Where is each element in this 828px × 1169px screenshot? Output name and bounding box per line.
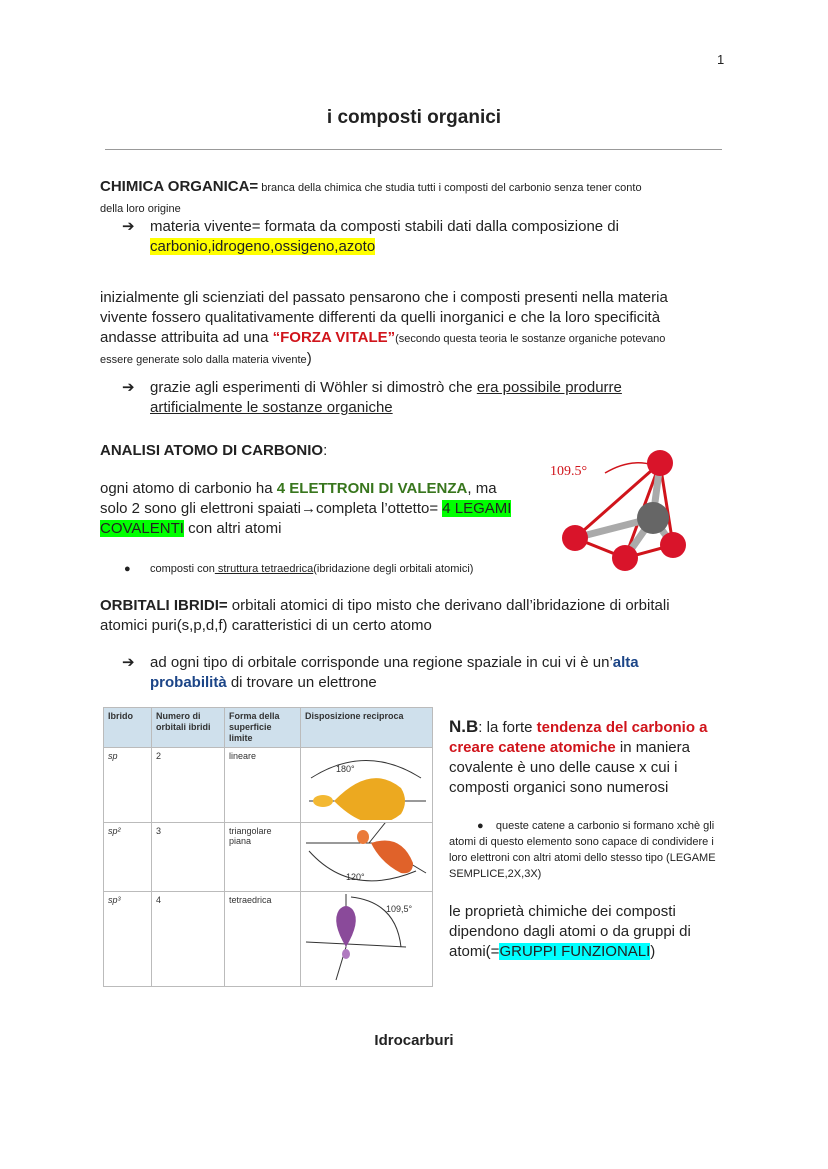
sp-orbital-diagram (301, 748, 431, 820)
text: , ma (467, 480, 497, 497)
term: ORBITALI IBRIDI= (100, 597, 228, 614)
page-number: 1 (717, 52, 725, 67)
bullet-tetraedrica (124, 559, 568, 579)
header-cell: Disposizione reciproca (301, 708, 433, 748)
text: ) (650, 943, 656, 960)
line: vivente fossero qualitativamente differenti da quelli inorganici e che la loro specificità (100, 309, 661, 326)
arrow-icon: ➔ (122, 218, 135, 235)
underlined: artificialmente le sostanze organiche (150, 399, 393, 416)
sp2-orbital-diagram (301, 823, 431, 889)
forza-vitale: “FORZA VITALE” (272, 329, 396, 346)
title-divider (105, 149, 722, 150)
cell: 2 (152, 748, 225, 823)
arrow-item-probabilita (122, 653, 690, 693)
sp3-orbital-diagram (301, 892, 431, 984)
header-cell: Ibrido (104, 708, 152, 748)
paren: ) (306, 350, 312, 367)
text: (ibridazione degli orbitali atomici) (313, 563, 474, 575)
angle-label: 120° (346, 872, 365, 882)
term: CHIMICA ORGANICA= (100, 178, 259, 195)
nb-bullet (449, 818, 729, 882)
arrow-icon: ➔ (122, 654, 135, 671)
text: di trovare un elettrone (226, 674, 377, 691)
note: (secondo questa teoria le sostanze organiche potevano (395, 333, 666, 345)
colon: : (323, 442, 328, 459)
cell: lineare (225, 748, 301, 823)
heading: ANALISI ATOMO DI CARBONIO (100, 442, 324, 459)
cell: sp² (104, 823, 152, 892)
bullet-icon: ● (477, 820, 484, 832)
highlight: carbonio,idrogeno,ossigeno,azoto (150, 238, 376, 255)
text: grazie agli esperimenti di Wöhler si dimostrò che (150, 379, 477, 396)
valenza: 4 ELETTRONI DI VALENZA (276, 480, 468, 497)
cell: tetraedrica (225, 892, 301, 987)
hybrid-orbitals-table (103, 707, 433, 987)
note: essere generate solo dalla materia vivente (100, 354, 307, 366)
text: solo 2 sono gli elettroni spaiati→completa l’ottetto= (100, 500, 443, 517)
angle-label: 180° (336, 764, 355, 774)
page-title: i composti organici (326, 107, 502, 128)
arrow-item-wohler (122, 378, 670, 418)
text: con altri atomi (183, 520, 282, 537)
highlight: GRUPPI FUNZIONALI (499, 943, 651, 960)
text: : la forte (478, 719, 537, 736)
paragraph-valenza (100, 479, 540, 539)
line: inizialmente gli scienziati del passato pensarono che i composti presenti nella materia (100, 289, 668, 306)
cell: 3 (152, 823, 225, 892)
emph: alta (612, 654, 639, 671)
paragraph-forza-vitale (100, 288, 740, 370)
text: orbitali atomici di tipo misto che derivano dall’ibridazione di orbitali (227, 597, 670, 614)
text: andasse attribuita ad una (100, 329, 273, 346)
text: le proprietà chimiche dei composti dipendono dagli atomi o da gruppi di atomi(= (449, 903, 691, 960)
text: ad ogni tipo di orbitale corrisponde una regione spaziale in cui vi è un’ (150, 654, 613, 671)
line: atomici puri(s,p,d,f) caratteristici di un certo atomo (100, 617, 432, 634)
emph: probabilità (150, 674, 227, 691)
table-row (104, 748, 433, 823)
bullet-icon: ● (124, 563, 131, 575)
arrow-icon: ➔ (122, 379, 135, 396)
highlight: COVALENTI (100, 520, 184, 537)
section-analisi-heading (100, 441, 327, 461)
underlined: struttura tetraedrica (214, 563, 314, 575)
nb-paragraph (449, 717, 729, 798)
text: materia vivente= formata da composti stabili dati dalla composizione di (150, 218, 619, 235)
cell: triangolare piana (225, 823, 301, 892)
emph: tendenza del carbonio a creare catene atomiche (449, 719, 708, 756)
tetrahedron-image (545, 443, 690, 578)
table-row (104, 892, 433, 987)
text: composti con (150, 563, 215, 575)
table-row (104, 823, 433, 892)
chimica-definition (100, 177, 740, 219)
header-cell: Forma della superficie limite (225, 708, 301, 748)
cell: 4 (152, 892, 225, 987)
nb-label: N.B (449, 717, 479, 736)
text: queste catene a carbonio si formano xchè gli atomi di questo elemento sono capace di condividere i loro elettroni con altri atomi dello stesso tipo (LEGAME SEMPLICE,2X,3X) (449, 820, 716, 880)
cell: sp (104, 748, 152, 823)
definition: branca della chimica che studia tutti i composti del carbonio senza tener conto (258, 182, 642, 194)
arrow-item-materia (122, 217, 670, 257)
next-section-heading: Idrocarburi (374, 1032, 454, 1049)
angle-label: 109.5° (550, 464, 588, 479)
angle-label: 109,5° (386, 904, 413, 914)
text: in maniera covalente è uno delle cause x cui i composti organici sono numerosi (449, 739, 690, 796)
cell: sp³ (104, 892, 152, 987)
header-cell: Numero di orbitali ibridi (152, 708, 225, 748)
highlight: 4 LEGAMI (442, 500, 512, 517)
text: ogni atomo di carbonio ha (100, 480, 277, 497)
orbitali-definition (100, 596, 740, 636)
gruppi-paragraph (449, 902, 719, 962)
definition-cont: della loro origine (100, 203, 181, 215)
underlined: era possibile produrre (476, 379, 622, 396)
